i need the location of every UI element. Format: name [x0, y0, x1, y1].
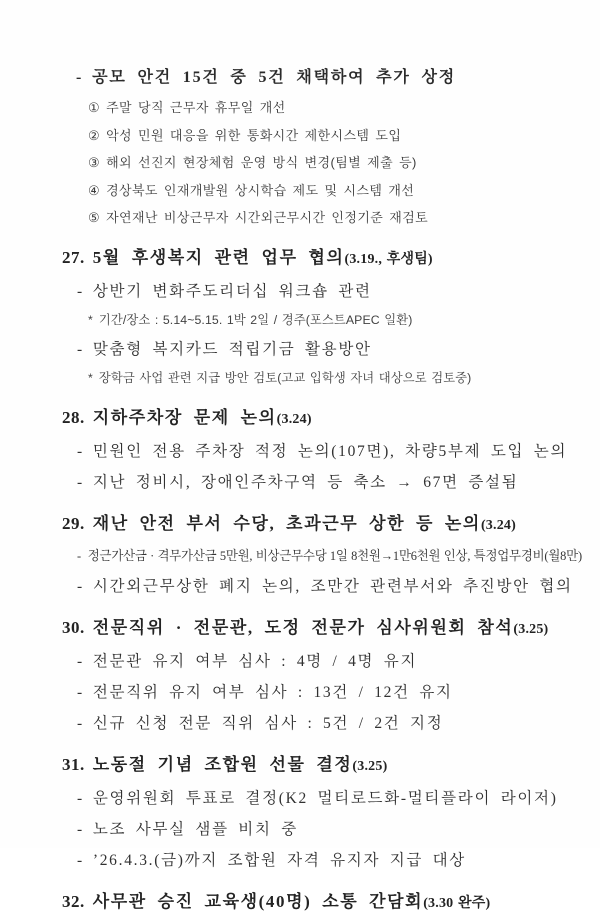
list-item-text: 지난 정비시, 장애인주차구역 등 축소 → 67면 증설됨: [92, 474, 519, 491]
list-item-note: [88, 368, 580, 386]
list-item-circled: [88, 125, 580, 144]
dash-marker: -: [77, 821, 84, 838]
list-item-text: 자연재난 비상근무자 시간외근무시간 인정기준 재검토: [106, 210, 429, 225]
asterisk-marker: *: [88, 371, 93, 385]
list-item-dash: [77, 711, 580, 733]
section-number: 27.: [62, 248, 85, 267]
list-item-text: 상반기 변화주도리더십 워크숍 관련: [92, 283, 372, 300]
list-item-dash: [77, 545, 582, 564]
circled-number-marker: ③: [88, 155, 101, 170]
list-item-circled: [88, 180, 580, 199]
list-item-dash: [77, 439, 580, 461]
list-item-note: [88, 310, 580, 328]
list-item-text: 운영위원회 투표로 결정(K2 멀티로드화-멀티플라이 라이저): [92, 790, 558, 807]
section-title: 지하주차장 문제 논의: [92, 408, 277, 427]
circled-number-marker: ②: [88, 127, 101, 143]
section-heading: [62, 613, 580, 638]
section-title: 5월 후생복지 관련 업무 협의: [92, 248, 345, 267]
dash-marker: -: [77, 283, 84, 300]
dash-marker: -: [77, 715, 84, 732]
list-item-text: 장학금 사업 관련 지급 방안 검토(고교 입학생 자녀 대상으로 검토중): [98, 371, 472, 385]
list-item-text: 신규 신청 전문 직위 심사 : 5건 / 2건 지정: [92, 715, 444, 732]
section-28: [62, 403, 580, 492]
circled-number-marker: ④: [88, 182, 101, 198]
list-item-text: 악성 민원 대응을 위한 통화시간 제한시스템 도입: [106, 127, 402, 143]
list-item-text: 전문직위 유지 여부 심사 : 13건 / 12건 유지: [92, 684, 453, 701]
section-27: [62, 243, 580, 386]
section-31: [62, 750, 580, 870]
list-item-text: 시간외근무상한 폐지 논의, 조만간 관련부서와 추진방안 협의: [92, 578, 573, 595]
list-item-dash: [77, 786, 580, 808]
list-item-dash: [77, 680, 580, 702]
section-date-suffix: (3.30 완주): [423, 896, 491, 911]
section-number: 31.: [62, 755, 85, 774]
list-item-dash: [77, 848, 580, 870]
section-29: [62, 509, 580, 596]
section-date-suffix: (3.25): [352, 759, 388, 774]
dash-marker: -: [76, 69, 84, 86]
list-item-dash: [77, 337, 580, 359]
list-item-text: 노조 사무실 샘플 비치 중: [92, 821, 298, 838]
list-item-text: 공모 안건 15건 중 5건 채택하여 추가 상정: [92, 69, 456, 86]
section-title: 노동절 기념 조합원 선물 결정: [92, 755, 353, 774]
section-date-suffix: (3.19., 후생팀): [344, 252, 433, 267]
intro-block: [62, 64, 580, 226]
dash-marker: -: [77, 852, 84, 869]
section-heading: [62, 750, 580, 775]
list-item-circled: [88, 207, 580, 226]
dash-marker: -: [77, 684, 84, 701]
list-item-dash: [77, 279, 580, 301]
list-item-text: 해외 선진지 현장체험 운영 방식 변경(팀별 제출 등): [106, 155, 417, 170]
list-item-dash: [76, 64, 580, 87]
list-item-text: 정근가산금 · 격무가산금 5만원, 비상근무수당 1일 8천원→1만6천원 인상, 특정업무경비(월8만): [87, 549, 582, 563]
dash-marker: -: [77, 578, 84, 595]
list-item-dash: [77, 574, 580, 596]
section-number: 30.: [62, 618, 85, 637]
section-number: 29.: [62, 514, 85, 533]
section-title: 재난 안전 부서 수당, 초과근무 상한 등 논의: [92, 514, 481, 533]
list-item-text: 전문관 유지 여부 심사 : 4명 / 4명 유지: [92, 653, 418, 670]
dash-marker: -: [77, 790, 84, 807]
list-item-text: 민원인 전용 주차장 적정 논의(107면), 차량5부제 도입 논의: [92, 443, 568, 460]
section-32: [62, 887, 580, 912]
section-date-suffix: (3.24): [480, 518, 516, 533]
list-item-text: 주말 당직 근무자 휴무일 개선: [106, 100, 286, 115]
section-date-suffix: (3.25): [513, 622, 549, 637]
list-item-dash: [77, 649, 580, 671]
dash-marker: -: [77, 653, 84, 670]
asterisk-marker: *: [88, 313, 93, 327]
list-item-text: 맞춤형 복지카드 적립기금 활용방안: [92, 341, 372, 358]
section-30: [62, 613, 580, 733]
circled-number-marker: ①: [88, 100, 101, 115]
list-item-text: 경상북도 인재개발원 상시학습 제도 및 시스템 개선: [106, 182, 415, 198]
dash-marker: -: [77, 474, 84, 491]
list-item-text: ’26.4.3.(금)까지 조합원 자격 유지자 지급 대상: [92, 852, 466, 869]
dash-marker: -: [77, 443, 84, 460]
section-title: 사무관 승진 교육생(40명) 소통 간담회: [92, 892, 424, 911]
section-number: 32.: [62, 892, 85, 911]
circled-number-marker: ⑤: [88, 210, 101, 225]
list-item-circled: [88, 152, 580, 171]
list-item-text: 기간/장소 : 5.14~5.15. 1박 2일 / 경주(포스트APEC 일환): [98, 313, 413, 327]
list-item-dash: [77, 817, 580, 839]
section-heading: [62, 887, 580, 912]
section-heading: [62, 403, 580, 428]
section-heading: [62, 509, 580, 534]
list-item-circled: [88, 97, 580, 116]
section-title: 전문직위 · 전문관, 도정 전문가 심사위원회 참석: [92, 618, 514, 637]
section-date-suffix: (3.24): [276, 412, 312, 427]
dash-marker: -: [77, 549, 81, 563]
list-item-dash: [77, 470, 580, 492]
section-heading: [62, 243, 580, 268]
section-number: 28.: [62, 408, 85, 427]
dash-marker: -: [77, 341, 84, 358]
